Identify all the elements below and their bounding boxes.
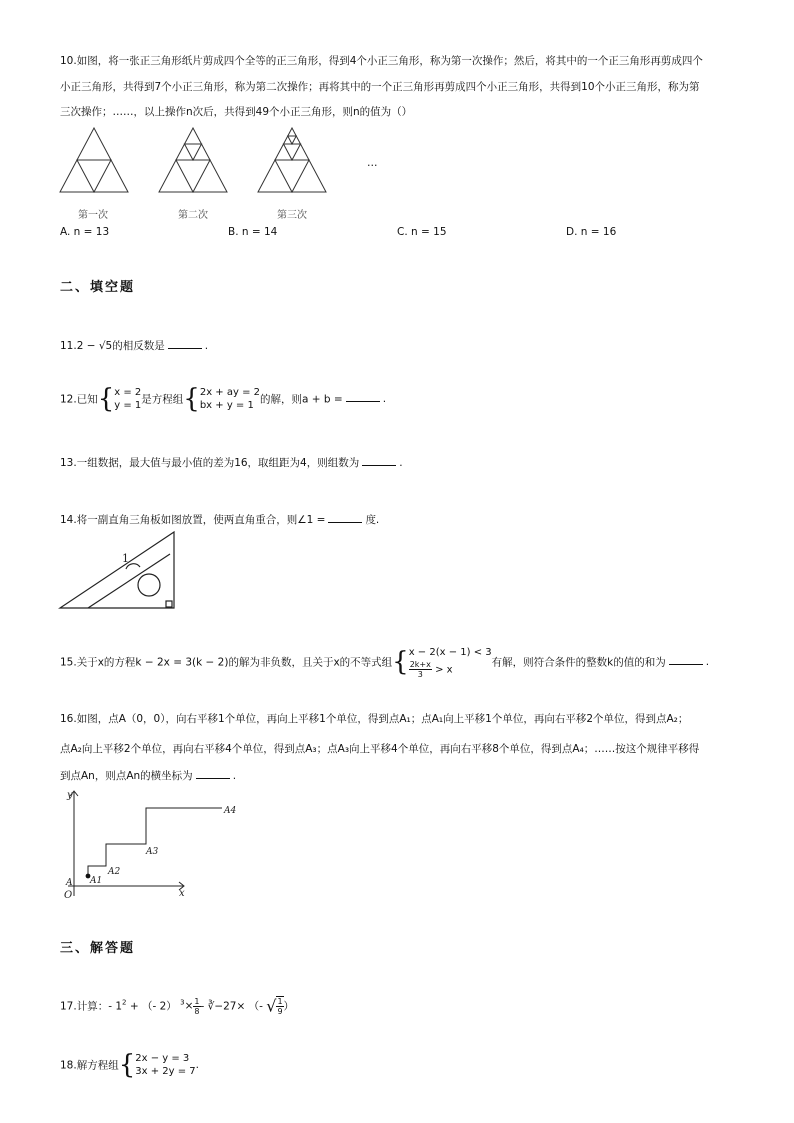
q15-frac-den: 3 xyxy=(417,670,423,679)
q17-fraction-1-9 xyxy=(276,996,283,1016)
q16-line3-text: 到点An，则点An的横坐标为 xyxy=(60,770,193,782)
q16-x-axis-label: x xyxy=(179,888,185,899)
q15-frac-num: 2k+x xyxy=(409,660,431,669)
q12-system-1 xyxy=(114,386,141,412)
q17-frac-den: 8 xyxy=(194,1006,200,1016)
q16-point-a3-label: A3 xyxy=(146,847,159,857)
q10-line2: 小正三角形，共得到7个小正三角形，称为第二次操作；再将其中的一个正三角形再剪成四个小正三角形，共得到10个小正三角形，称为第 xyxy=(60,81,700,93)
section-heading-solve: 三、解答题 xyxy=(60,941,136,956)
q10-option-b: B. n = 14 xyxy=(228,226,278,238)
q11-pre: 11.2 − √5 xyxy=(60,340,113,352)
q16-point-a4-label: A4 xyxy=(224,806,237,816)
q12-pre: 12.已知 xyxy=(60,393,98,406)
q10-option-d: D. n = 16 xyxy=(566,226,617,238)
q17-sqrt-sign: √ xyxy=(266,996,277,1016)
q16-y-axis-label: y xyxy=(67,790,73,801)
q14-end: 度. xyxy=(365,514,380,526)
q16-line2: 点A₂向上平移2个单位，再向右平移4个单位，得到点A₃；点A₃向上平移4个单位，再向右平移8个单位，得到点A₄；……按这个规律平移得 xyxy=(60,743,700,755)
q17-square-exp: 2 xyxy=(122,998,127,1007)
q13 xyxy=(60,455,403,470)
q12-brace-2: { xyxy=(183,384,200,414)
q16-line1: 16.如图，点A（0，0），向右平移1个单位，再向上平移1个单位，得到点A₁；点A₁向上平移1个单位，再向右平移2个单位，得到点A₂； xyxy=(60,713,689,725)
q10-line3: 三次操作；……，以上操作n次后，共得到49个小正三角形，则n的值为（） xyxy=(60,106,413,118)
q18 xyxy=(60,1052,199,1078)
q18-pre: 18.解方程组 xyxy=(60,1059,119,1072)
q14-text: 14.将一副直角三角板如图放置，使两直角重合，则∠1 = xyxy=(60,514,326,526)
q17-mid2: - ∛−27× （- xyxy=(200,1000,267,1013)
q17 xyxy=(60,996,294,1016)
q10-option-c: C. n = 15 xyxy=(397,226,447,238)
q17-pre: 17.计算：- 1 xyxy=(60,1000,123,1013)
q17-times: × xyxy=(184,1000,194,1012)
q15-post: 有解，则符合条件的整数k的值的和为 xyxy=(491,656,666,669)
q10-caption-3: 第三次 xyxy=(277,210,307,221)
q17-frac-num: 1 xyxy=(194,996,200,1006)
q12-mid: 是方程组 xyxy=(141,393,184,406)
q15-pre: 15.关于x的方程k − 2x = 3(k − 2)的解为非负数，且关于x的不等式组 xyxy=(60,656,393,669)
q15-ineq-2 xyxy=(409,660,492,679)
q10-line1: 10.如图，将一张正三角形纸片剪成四个全等的正三角形，得到4个小正三角形，称为第一次操作；然后，将其中的一个正三角形再剪成四个 xyxy=(60,55,703,67)
q17-mid1: + （- 2） xyxy=(129,1000,177,1013)
q13-end: . xyxy=(399,457,403,469)
section-heading-fill-in: 二、填空题 xyxy=(60,280,136,295)
q11 xyxy=(60,338,208,353)
q16-point-a1-label: A1 xyxy=(90,876,103,886)
q14-set-squares-figure xyxy=(56,528,180,612)
q12-post: 的解，则a + b = xyxy=(260,393,343,406)
q18-end: . xyxy=(195,1059,199,1071)
q16-point-a-label: A xyxy=(66,878,73,888)
q15-ineq-1: x − 2(x − 1) < 3 xyxy=(408,647,492,658)
q15-answer-blank[interactable] xyxy=(669,655,703,665)
q16-staircase-figure xyxy=(58,786,248,901)
q12-answer-blank[interactable] xyxy=(346,392,380,402)
q14-angle-label: 1 xyxy=(122,552,129,565)
q10-caption-1: 第一次 xyxy=(78,210,108,221)
q18-eq-1: 2x − y = 3 xyxy=(135,1053,190,1064)
q16-point-a2-label: A2 xyxy=(108,867,121,877)
q15-fraction xyxy=(409,660,432,679)
q18-brace: { xyxy=(118,1050,136,1080)
q17-sqrt-den: 9 xyxy=(277,1007,283,1016)
q18-eq-2: 3x + 2y = 7 xyxy=(135,1066,196,1077)
q10-caption-2: 第二次 xyxy=(178,210,208,221)
q16-line3 xyxy=(60,768,236,783)
q16-end: . xyxy=(232,770,237,782)
q15-end: . xyxy=(705,656,710,668)
q14 xyxy=(60,512,379,527)
q16-origin-label: O xyxy=(64,890,73,901)
q13-answer-blank[interactable] xyxy=(362,456,396,466)
q10-option-a: A. n = 13 xyxy=(60,226,110,238)
q12-brace-1: { xyxy=(97,384,115,414)
q11-post: 的相反数是 xyxy=(112,340,165,352)
q14-answer-blank[interactable] xyxy=(328,513,362,523)
q10-ellipsis: … xyxy=(367,157,378,169)
q17-end: ） xyxy=(283,1000,295,1013)
q16-answer-blank[interactable] xyxy=(196,769,230,779)
q18-system xyxy=(135,1052,195,1078)
q15 xyxy=(60,645,709,679)
q17-cube-exp: 3 xyxy=(180,998,185,1007)
q15-brace: { xyxy=(392,647,409,677)
q12 xyxy=(60,386,386,412)
q12-sys1-eq1: x = 2 xyxy=(114,387,142,398)
q12-system-2 xyxy=(200,386,260,412)
q13-text: 13.一组数据，最大值与最小值的差为16，取组距为4，则组数为 xyxy=(60,457,360,469)
q12-end: . xyxy=(382,393,387,405)
q11-end: . xyxy=(204,340,209,352)
q12-sys1-eq2: y = 1 xyxy=(114,400,142,411)
q12-sys2-eq2: bx + y = 1 xyxy=(199,400,254,411)
q11-answer-blank[interactable] xyxy=(168,339,202,349)
q15-inequality-system xyxy=(409,645,492,679)
q12-sys2-eq1: 2x + ay = 2 xyxy=(199,387,260,398)
q15-ineq-2-rest: > x xyxy=(435,664,453,676)
q17-sqrt-num: 1 xyxy=(277,997,283,1006)
q17-fraction-1-8 xyxy=(193,997,200,1016)
